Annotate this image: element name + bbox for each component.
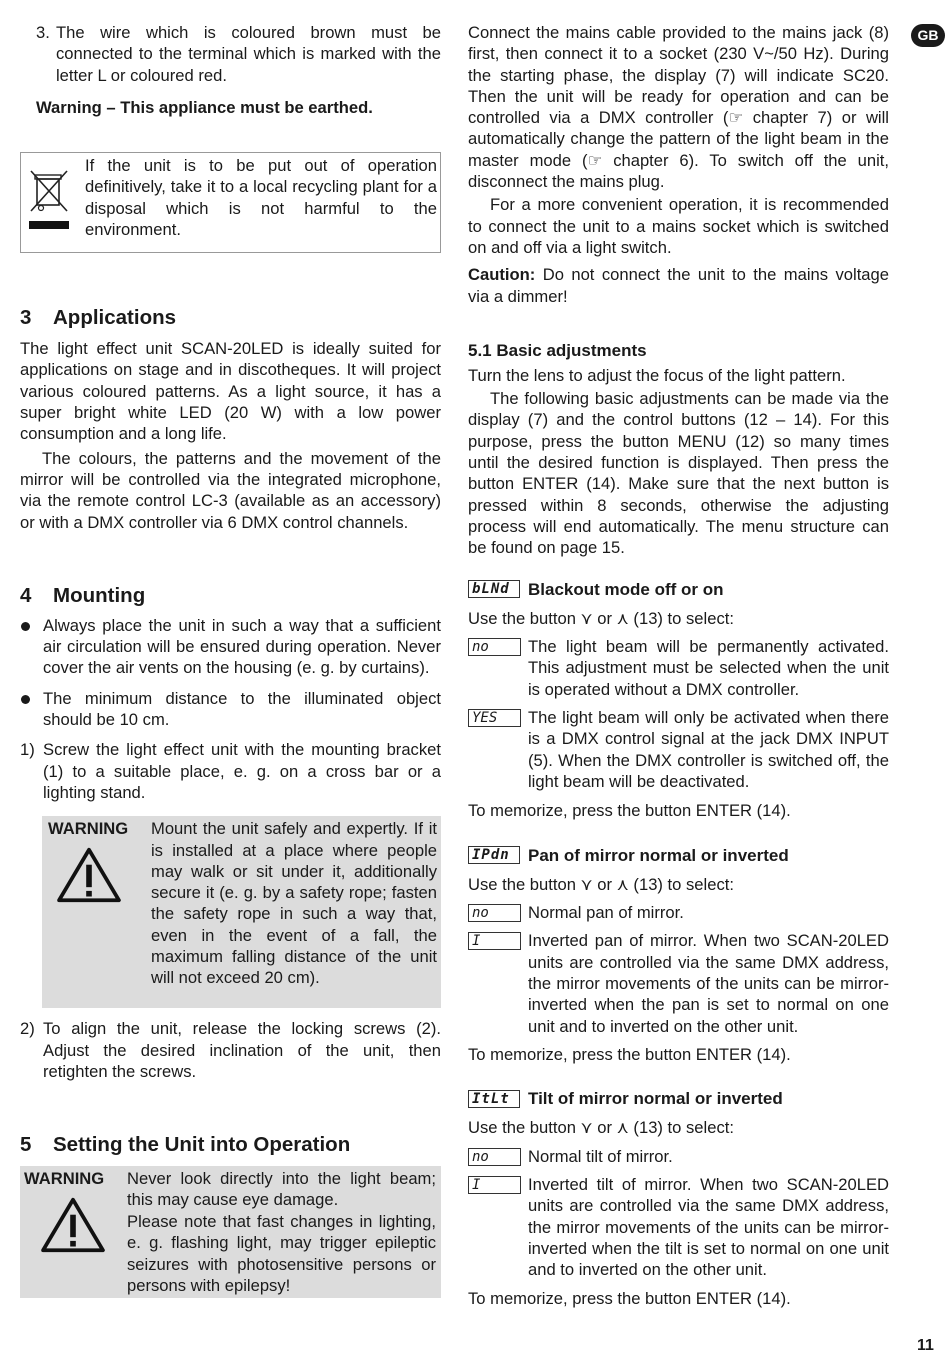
tilt-heading	[468, 1088, 889, 1109]
warning-triangle-icon	[56, 846, 122, 904]
blackout-option-no	[468, 636, 889, 700]
caution-text: Do not connect the unit to the mains voltage via a dimmer!	[468, 265, 889, 306]
lcd-display-code: IPdn	[468, 846, 520, 864]
lcd-display-code: bLNd	[468, 580, 520, 598]
caution-label: Caution:	[468, 265, 536, 285]
section-5-1-heading: 5.1 Basic adjustments	[468, 340, 647, 360]
earth-warning: Warning – This appliance must be earthed.	[36, 97, 373, 117]
blackout-option-yes	[468, 707, 889, 792]
caution-note	[468, 264, 889, 307]
lcd-option-code: YES	[468, 709, 521, 727]
option-text: Inverted tilt of mirror. When two SCAN-20LED units are controlled via the same DMX address, the mirror movements of the units can be mirror-inverted when the tilt is set to normal on one unit and to inverted on the other unit.	[528, 1175, 889, 1280]
memorize-note: To memorize, press the button ENTER (14).	[468, 1044, 791, 1064]
lcd-option-code: no	[468, 1148, 521, 1166]
bullet-dot	[21, 622, 30, 631]
mounting-bullet-2	[20, 688, 441, 731]
bullet-dot	[21, 695, 30, 704]
function-title: Tilt of mirror normal or inverted	[528, 1089, 783, 1109]
step-text: To align the unit, release the locking screws (2). Adjust the desired inclination of the unit, then retighten the screws.	[43, 1019, 441, 1081]
applications-p2: The colours, the patterns and the movement of the mirror will be controlled via the integrated microphone, via the remote control LC-3 (available as an accessory) or with a DMX controller via 6 DMX control channels.	[20, 448, 441, 532]
warning-text-2: Please note that fast changes in lighting, e. g. flashing light, may trigger epileptic seizures with photosensitive persons or persons with epilepsy!	[127, 1212, 436, 1296]
operation-p2: For a more convenient operation, it is recommended to connect the unit to a mains socket which is switched on and off via a light switch.	[468, 195, 889, 257]
bullet-text: Always place the unit in such a way that a sufficient air circulation will be ensured during operation. Never cover the air vents on the housing (e. g. by curtains).	[43, 615, 441, 678]
function-title: Pan of mirror normal or inverted	[528, 845, 789, 865]
section-number: 3	[20, 306, 32, 330]
section-3-heading	[20, 305, 441, 331]
section-5-heading	[20, 1132, 441, 1158]
blackout-heading	[468, 579, 889, 600]
pan-option-inverted	[468, 930, 889, 1036]
applications-p1: The light effect unit SCAN-20LED is ideally suited for applications on stage and in discotheques. It will project various coloured patterns. As a light source, it has a super bright white LED (20 W) with a low power consumption and a long life.	[20, 339, 441, 444]
option-text: The light beam will only be activated when there is a DMX control signal at the jack DMX INPUT (5). When the DMX controller is switched off, the light beam will be deactivated.	[528, 708, 889, 791]
function-title: Blackout mode off or on	[528, 579, 724, 599]
section-number: 4	[20, 583, 32, 607]
right-column	[468, 22, 889, 1309]
option-text: The light beam will be permanently activated. This adjustment must be selected when the unit is operated without a DMX controller.	[528, 637, 889, 699]
warning-label: WARNING	[24, 1169, 105, 1189]
recycling-text: If the unit is to be put out of operation definitively, take it to a local recycling plant for a disposal which is not harmful to the environment.	[85, 156, 437, 240]
section-title: Mounting	[53, 583, 146, 607]
left-column	[20, 22, 441, 1298]
step-number: 1)	[20, 740, 35, 760]
select-instruction: Use the button ⋎ or ⋏ (13) to select:	[468, 874, 734, 894]
option-text: Normal pan of mirror.	[528, 903, 684, 923]
list-item-3	[20, 22, 441, 86]
section-title: Applications	[53, 306, 177, 330]
basic-adjust-p1: Turn the lens to adjust the focus of the light pattern.	[468, 365, 846, 385]
bullet-text: The minimum distance to the illuminated object should be 10 cm.	[43, 688, 441, 730]
pan-option-normal	[468, 902, 889, 923]
warning-text-1: Never look directly into the light beam; this may cause eye damage.	[127, 1169, 436, 1210]
memorize-note: To memorize, press the button ENTER (14).	[468, 801, 791, 821]
step-text: Screw the light effect unit with the mounting bracket (1) to a suitable place, e. g. on a cross bar or a lighting stand.	[43, 740, 441, 802]
section-number: 5	[20, 1133, 32, 1157]
operation-p1: Connect the mains cable provided to the mains jack (8) first, then connect it to a socket (230 V~/50 Hz). During the starting phase, the display (7) will indicate SC20. Then the unit will be ready for operation and can be controlled via a DMX controller (☞ chapter 7) or will automatically change the pattern of the light beam in the master mode (☞ chapter 6). To switch off the unit, disconnect the mains plug.	[468, 23, 889, 192]
crossed-bin-icon	[27, 163, 71, 233]
warning-label: WARNING	[48, 819, 129, 839]
lcd-option-code: no	[468, 904, 521, 922]
option-text: Inverted pan of mirror. When two SCAN-20LED units are controlled via the same DMX address, the mirror movements of the units can be mirror-inverted when the pan is set to normal on one unit and to inverted on the other unit.	[528, 931, 889, 1036]
mounting-bullet-1	[20, 615, 441, 679]
warning-text: Mount the unit safely and expertly. If it is installed at a place where people may walk or sit under it, additionally secure it (e. g. by a safety rope; fasten the safety rope in such a way that, even in the event of a fall, the maximum falling distance of the unit will not exceed 20 cm).	[151, 819, 437, 988]
pan-heading	[468, 845, 889, 866]
language-badge: GB	[911, 24, 945, 47]
memorize-note: To memorize, press the button ENTER (14).	[468, 1288, 791, 1308]
tilt-option-inverted	[468, 1174, 889, 1280]
list-number: 3.	[36, 23, 50, 42]
operation-warning-box	[20, 1166, 441, 1298]
lcd-option-code: I	[468, 1176, 521, 1194]
mounting-warning-box	[42, 816, 441, 1008]
list-text: The wire which is coloured brown must be connected to the terminal which is marked with the letter L or coloured red.	[56, 23, 441, 85]
option-text: Normal tilt of mirror.	[528, 1146, 673, 1166]
select-instruction: Use the button ⋎ or ⋏ (13) to select:	[468, 1118, 734, 1138]
section-4-heading	[20, 583, 441, 609]
lcd-option-code: I	[468, 932, 521, 950]
recycling-notice	[20, 152, 441, 253]
page-number: 11	[917, 1337, 934, 1354]
lcd-option-code: no	[468, 638, 521, 656]
step-number: 2)	[20, 1019, 35, 1039]
warning-triangle-icon	[40, 1196, 106, 1254]
basic-adjust-p2: The following basic adjustments can be made via the display (7) and the control buttons (12 – 14). For this purpose, press the button MENU (12) so many times until the desired function is displayed. Then press the button ENTER (14). Make sure that the next button is pressed within 8 seconds, otherwise the adjusting process will end automatically. The menu structure can be found on page 15.	[468, 389, 889, 558]
select-instruction: Use the button ⋎ or ⋏ (13) to select:	[468, 608, 734, 628]
lcd-display-code: ItLt	[468, 1090, 520, 1108]
tilt-option-normal	[468, 1146, 889, 1167]
section-title: Setting the Unit into Operation	[53, 1133, 351, 1157]
mounting-step-1	[20, 739, 441, 803]
mounting-step-2	[20, 1018, 441, 1082]
